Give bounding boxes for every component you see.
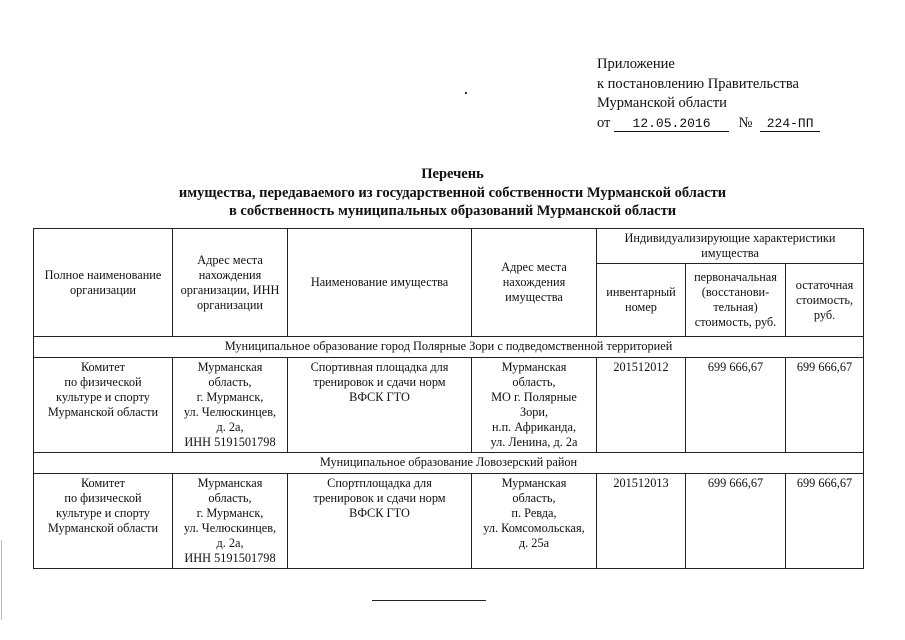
appendix-date: 12.05.2016 xyxy=(614,117,729,132)
header-characteristics: Индивидуализирующие характеристики имущества xyxy=(597,229,864,264)
cell-line: культуре и спорту xyxy=(56,390,150,404)
appendix-number: 224-ПП xyxy=(760,117,820,132)
cell-property-name xyxy=(288,474,472,569)
cell-line: тренировок и сдачи норм xyxy=(313,491,446,505)
cell-line: ул. Ленина, д. 2а xyxy=(490,435,578,449)
cell-line: Мурманская xyxy=(197,476,263,490)
cell-line: Мурманской области xyxy=(47,405,159,419)
cell-line: Комитет xyxy=(80,360,126,374)
cell-line: Мурманская xyxy=(197,360,263,374)
end-line xyxy=(372,600,486,601)
cell-property-name xyxy=(288,358,472,453)
cell-line: д. 2а, xyxy=(216,420,244,434)
cell-org-name xyxy=(34,358,173,453)
cell-line: ул. Челюскинцев, xyxy=(183,521,277,535)
cell-line: ул. Комсомольская, xyxy=(483,521,585,535)
scan-edge-mark xyxy=(1,540,4,620)
section-title: Муниципальное образование город Полярные Зори с подведомственной территорией xyxy=(34,337,864,358)
cell-line: ИНН 5191501798 xyxy=(184,435,276,449)
cell-inventory-number: 201512012 xyxy=(597,358,686,453)
appendix-line-1: Приложение xyxy=(597,56,675,72)
cell-org-address xyxy=(173,474,288,569)
document-title-line-2: имущества, передаваемого из государственной собственности Мурманской области xyxy=(178,184,727,201)
cell-line: ВФСК ГТО xyxy=(349,390,410,404)
cell-line: Комитет xyxy=(80,476,126,490)
cell-residual-cost: 699 666,67 xyxy=(786,358,864,453)
appendix-number-sign: № xyxy=(738,114,753,131)
section-row xyxy=(34,337,864,358)
cell-line: культуре и спорту xyxy=(56,506,150,520)
appendix-date-line xyxy=(597,114,820,134)
cell-line: область, xyxy=(208,375,252,389)
header-initial-cost: первоначальная (восстанови- тельная) стоимость, руб. xyxy=(686,264,786,337)
cell-line: по физической xyxy=(64,375,142,389)
appendix-from-label: от xyxy=(597,114,611,131)
header-property-address: Адрес места нахождения имущества xyxy=(472,229,597,337)
cell-line: Спортивная площадка для xyxy=(310,360,449,374)
cell-residual-cost: 699 666,67 xyxy=(786,474,864,569)
cell-line: область, xyxy=(512,375,556,389)
cell-line: д. 25а xyxy=(518,536,550,550)
cell-line: Мурманская xyxy=(501,476,567,490)
cell-line: н.п. Африканда, xyxy=(491,420,577,434)
cell-line: область, xyxy=(512,491,556,505)
table-row xyxy=(34,358,864,453)
cell-initial-cost: 699 666,67 xyxy=(686,474,786,569)
header-property-name: Наименование имущества xyxy=(288,229,472,337)
cell-line: по физической xyxy=(64,491,142,505)
cell-inventory-number: 201512013 xyxy=(597,474,686,569)
header-org-name: Полное наименование организации xyxy=(34,229,173,337)
header-row-1 xyxy=(34,229,864,264)
section-title: Муниципальное образование Ловозерский район xyxy=(34,453,864,474)
appendix-block xyxy=(597,55,820,133)
cell-line: Зори, xyxy=(519,405,549,419)
cell-line: ИНН 5191501798 xyxy=(184,551,276,565)
cell-line: ВФСК ГТО xyxy=(349,506,410,520)
section-row xyxy=(34,453,864,474)
cell-property-address xyxy=(472,358,597,453)
table-row xyxy=(34,474,864,569)
cell-line: тренировок и сдачи норм xyxy=(313,375,446,389)
cell-initial-cost: 699 666,67 xyxy=(686,358,786,453)
appendix-line-3: Мурманской области xyxy=(597,95,727,111)
appendix-line-2: к постановлению Правительства xyxy=(597,75,799,92)
document-title xyxy=(0,165,905,221)
cell-line: д. 2а, xyxy=(216,536,244,550)
cell-property-address xyxy=(472,474,597,569)
header-org-address: Адрес места нахождения организации, ИНН организации xyxy=(173,229,288,337)
cell-line: область, xyxy=(208,491,252,505)
header-residual-cost: остаточная стоимость, руб. xyxy=(786,264,864,337)
document-title-line-1: Перечень xyxy=(421,166,484,182)
cell-line: г. Мурманск, xyxy=(196,390,264,404)
document-title-line-3: в собственность муниципальных образований Мурманской области xyxy=(228,203,677,219)
cell-line: Мурманской области xyxy=(47,521,159,535)
scan-dot xyxy=(465,92,467,94)
cell-line: п. Ревда, xyxy=(511,506,557,520)
cell-line: Мурманская xyxy=(501,360,567,374)
header-inventory-number: инвентарный номер xyxy=(597,264,686,337)
cell-line: г. Мурманск, xyxy=(196,506,264,520)
cell-org-address xyxy=(173,358,288,453)
cell-org-name xyxy=(34,474,173,569)
cell-line: МО г. Полярные xyxy=(491,390,577,404)
cell-line: Спортплощадка для xyxy=(327,476,432,490)
property-table xyxy=(33,228,864,569)
cell-line: ул. Челюскинцев, xyxy=(183,405,277,419)
